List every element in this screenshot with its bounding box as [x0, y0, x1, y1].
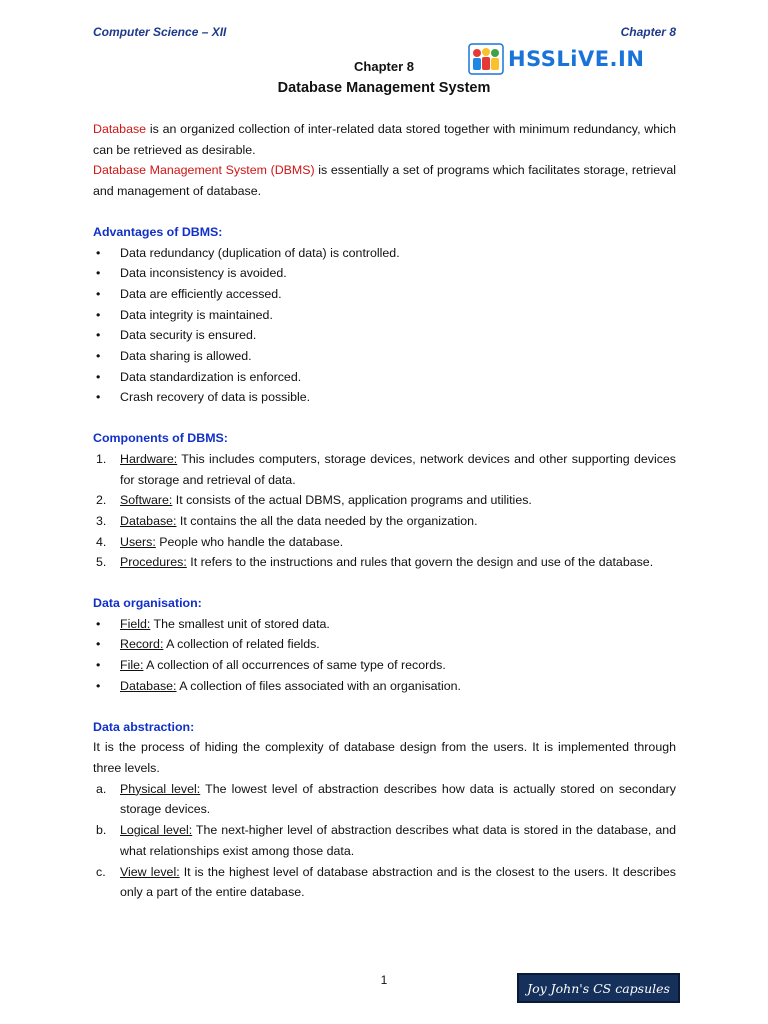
bullet-icon: • — [96, 369, 101, 384]
document-body — [93, 119, 676, 903]
page-title: Database Management System — [277, 80, 491, 96]
advantages-list — [93, 243, 676, 409]
list-item: • Data standardization is enforced. — [93, 367, 676, 388]
list-item: • Data redundancy (duplication of data) is controlled. — [93, 243, 676, 264]
components-list — [93, 449, 676, 573]
list-item: • Database: A collection of files associated with an organisation. — [93, 676, 676, 697]
bullet-icon: • — [96, 658, 101, 673]
bullet-icon: • — [96, 616, 101, 631]
abstraction-intro: It is the process of hiding the complexity of database design from the users. It is implemented through three levels. — [93, 740, 676, 775]
section-heading-components: Components of DBMS: — [93, 431, 228, 446]
logo-text: HSSLiVE.IN — [508, 47, 645, 71]
list-item: 4. Users: People who handle the database. — [96, 534, 344, 549]
bullet-icon: • — [96, 328, 101, 343]
list-item: • Data are efficiently accessed. — [93, 284, 676, 305]
list-item: • File: A collection of all occurrences of same type of records. — [93, 655, 676, 676]
bullet-icon: • — [96, 390, 101, 405]
chapter-label: Chapter 8 — [354, 59, 414, 74]
list-item: • Data integrity is maintained. — [93, 305, 676, 326]
list-item: 5. Procedures: It refers to the instructions and rules that govern the design and use of the database. — [96, 555, 654, 570]
header-subject: Computer Science – XII — [93, 25, 227, 39]
list-item: b. Logical level: The next-higher level of abstraction describes what data is stored in the database, and what relationships exist among those data. — [96, 823, 676, 858]
list-item: 2. Software: It consists of the actual DBMS, application programs and utilities. — [96, 493, 532, 508]
list-item: 3. Database: It contains the all the data needed by the organization. — [96, 513, 478, 528]
bullet-icon: • — [96, 307, 101, 322]
section-heading-advantages: Advantages of DBMS: — [93, 224, 223, 239]
section-heading-abstraction: Data abstraction: — [93, 719, 195, 734]
bullet-icon: • — [96, 286, 101, 301]
list-item: • Crash recovery of data is possible. — [93, 387, 676, 408]
definition-dbms: Database Management System (DBMS) is essentially a set of programs which facilitates storage, retrieval and management of database. — [93, 163, 676, 199]
abstraction-list — [93, 779, 676, 903]
list-item: a. Physical level: The lowest level of abstraction describes how data is actually stored on secondary storage devices. — [96, 781, 676, 817]
list-item: • Data inconsistency is avoided. — [93, 263, 676, 284]
list-item: • Record: A collection of related fields. — [93, 634, 676, 655]
definition-database: Database is an organized collection of inter-related data stored together with minimum redundancy, which can be retrieved as desirable. — [93, 122, 676, 157]
author-badge: Joy John's CS capsules — [517, 973, 680, 1003]
term-dbms: Database Management System (DBMS) — [93, 163, 315, 178]
organisation-list — [93, 614, 676, 697]
section-heading-organisation: Data organisation: — [93, 596, 202, 611]
term-database: Database — [93, 122, 147, 136]
list-item: • Field: The smallest unit of stored data. — [93, 614, 676, 635]
list-item: c. View level: It is the highest level of database abstraction and is the closest to the users. It describes only a part of the entire database. — [96, 864, 676, 900]
list-item: 1. Hardware: This includes computers, storage devices, network devices and other supporting devices for storage and retrieval of data. — [96, 451, 676, 487]
page-number: 1 — [380, 973, 388, 987]
bullet-icon: • — [96, 637, 101, 652]
bullet-icon: • — [96, 349, 101, 364]
bullet-icon: • — [96, 245, 101, 260]
list-item: • Data security is ensured. — [93, 325, 676, 346]
bullet-icon: • — [96, 266, 101, 281]
header-chapter: Chapter 8 — [620, 25, 676, 39]
list-item: • Data sharing is allowed. — [93, 346, 676, 367]
bullet-icon: • — [96, 678, 101, 693]
